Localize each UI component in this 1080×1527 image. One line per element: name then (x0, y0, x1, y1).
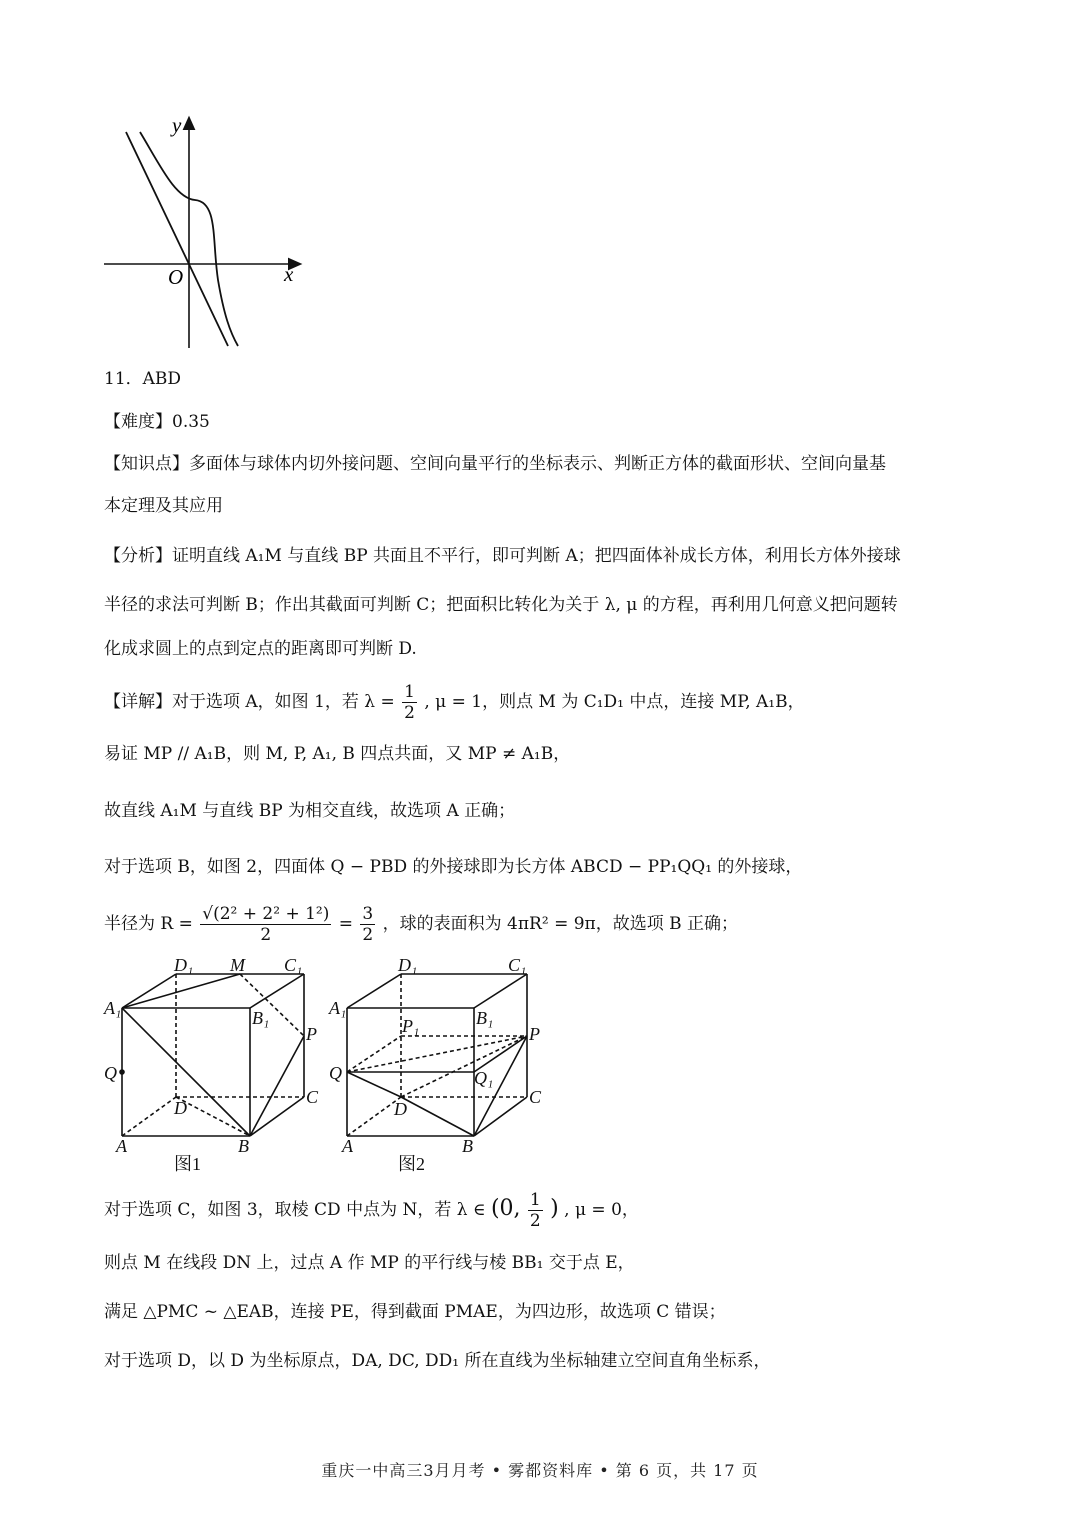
fig2-label-b1: B₁ (476, 1008, 494, 1028)
analysis-line-1: 【分析】证明直线 A₁M 与直线 BP 共面且不平行，即可判断 A；把四面体补成长方体，利用长方体外接球 (104, 546, 901, 566)
fig1-label-d1: D₁ (174, 955, 194, 975)
detail-option-a-line-1 (104, 682, 805, 723)
radius-value-fraction (360, 904, 375, 945)
fig2-label-d1: D₁ (398, 955, 418, 975)
detail-option-c-line-2: 则点 M 在线段 DN 上，过点 A 作 MP 的平行线与棱 BB₁ 交于点 E， (104, 1253, 635, 1273)
detail-b2-post: ，球的表面积为 4πR² = 9π，故选项 B 正确； (382, 914, 739, 934)
figure-1 (122, 974, 304, 1136)
cube-figures (100, 952, 550, 1177)
point-q-dot (119, 1069, 125, 1075)
fig1-label-c1: C₁ (284, 955, 303, 975)
fig2-label-a1: A₁ (329, 998, 347, 1018)
interval-numerator: 1 (529, 1190, 541, 1210)
fig2-label-c1: C₁ (508, 955, 527, 975)
question-number-answer: 11．ABD (104, 369, 182, 389)
difficulty: 【难度】0.35 (104, 412, 210, 432)
figure-2 (347, 974, 527, 1136)
fig1-label-m: M (230, 955, 245, 975)
fig2-label-p1: P₁ (402, 1016, 420, 1036)
interval-close: ) (550, 1196, 559, 1221)
radius-value-numerator: 3 (362, 904, 374, 924)
radius-denominator: 2 (260, 925, 272, 945)
knowledge-points-line-1: 【知识点】多面体与球体内切外接问题、空间向量平行的坐标表示、判断正方体的截面形状、空间向量基 (104, 454, 886, 474)
interval-open: (0, (490, 1196, 521, 1221)
detail-option-c-line-1 (104, 1190, 639, 1231)
function-graph (100, 110, 310, 355)
detail-c1-post: , μ = 0， (564, 1200, 639, 1220)
fig2-label-b: B (462, 1136, 473, 1156)
analysis-line-2: 半径的求法可判断 B；作出其截面可判断 C；把面积比转化为关于 λ, μ 的方程，再利用几何意义把问题转 (104, 595, 898, 615)
detail-option-b-line-1: 对于选项 B，如图 2，四面体 Q − PBD 的外接球即为长方体 ABCD − PP₁QQ₁ 的外接球， (104, 857, 803, 877)
detail-a1-pre: 【详解】对于选项 A，如图 1，若 λ = (104, 692, 395, 712)
fig1-label-b1: B₁ (252, 1008, 270, 1028)
fig2-label-c: C (529, 1087, 542, 1107)
page-footer: 重庆一中高三3月月考 • 雾都资料库 • 第 6 页，共 17 页 (321, 1461, 759, 1480)
detail-option-b-line-2 (104, 904, 738, 945)
fig2-label-p: P (529, 1024, 540, 1044)
detail-b2-pre: 半径为 R = (104, 914, 193, 934)
fraction-one-half (402, 682, 417, 723)
fig1-label-a1: A₁ (104, 998, 122, 1018)
fig2-caption: 图2 (398, 1154, 425, 1174)
detail-option-c-line-3: 满足 △PMC ~ △EAB，连接 PE，得到截面 PMAE，为四边形，故选项 C 错误； (104, 1302, 726, 1322)
radius-fraction (200, 904, 331, 945)
fraction-denominator: 2 (404, 703, 415, 723)
radius-value-denominator: 2 (362, 925, 374, 945)
fig1-label-b: B (238, 1136, 249, 1156)
detail-option-a-line-2: 易证 MP // A₁B，则 M, P, A₁, B 四点共面，又 MP ≠ A₁B， (104, 744, 571, 764)
origin-label: O (168, 265, 184, 289)
detail-a1-post: , μ = 1，则点 M 为 C₁D₁ 中点，连接 MP, A₁B， (424, 692, 805, 712)
detail-c1-pre: 对于选项 C，如图 3，取棱 CD 中点为 N，若 λ ∈ (104, 1200, 486, 1220)
fig1-label-q: Q (104, 1063, 117, 1083)
fraction-numerator: 1 (404, 682, 415, 702)
fig1-label-p: P (306, 1024, 317, 1044)
straight-line-graph (126, 132, 228, 346)
fig1-label-c: C (306, 1087, 319, 1107)
fig2-label-q: Q (329, 1063, 342, 1083)
interval-fraction (528, 1190, 543, 1231)
fig1-label-d: D (174, 1098, 187, 1118)
y-axis-label: y (172, 113, 182, 137)
radius-numerator: √(2² + 2² + 1²) (202, 904, 330, 924)
detail-option-a-line-3: 故直线 A₁M 与直线 BP 为相交直线，故选项 A 正确； (104, 801, 516, 821)
fig1-label-a: A (116, 1136, 127, 1156)
analysis-line-3: 化成求圆上的点到定点的距离即可判断 D. (104, 639, 417, 659)
fig1-caption: 图1 (174, 1154, 201, 1174)
x-axis-label: x (284, 262, 294, 286)
detail-option-d-line-1: 对于选项 D，以 D 为坐标原点，DA, DC, DD₁ 所在直线为坐标轴建立空间直角坐标系， (104, 1351, 771, 1371)
fig2-label-d: D (394, 1099, 407, 1119)
fig2-label-a: A (342, 1136, 353, 1156)
radius-equals: = (338, 914, 354, 934)
interval-denominator: 2 (529, 1211, 541, 1231)
knowledge-points-line-2: 本定理及其应用 (104, 496, 223, 516)
fig2-label-q1: Q₁ (474, 1068, 494, 1088)
